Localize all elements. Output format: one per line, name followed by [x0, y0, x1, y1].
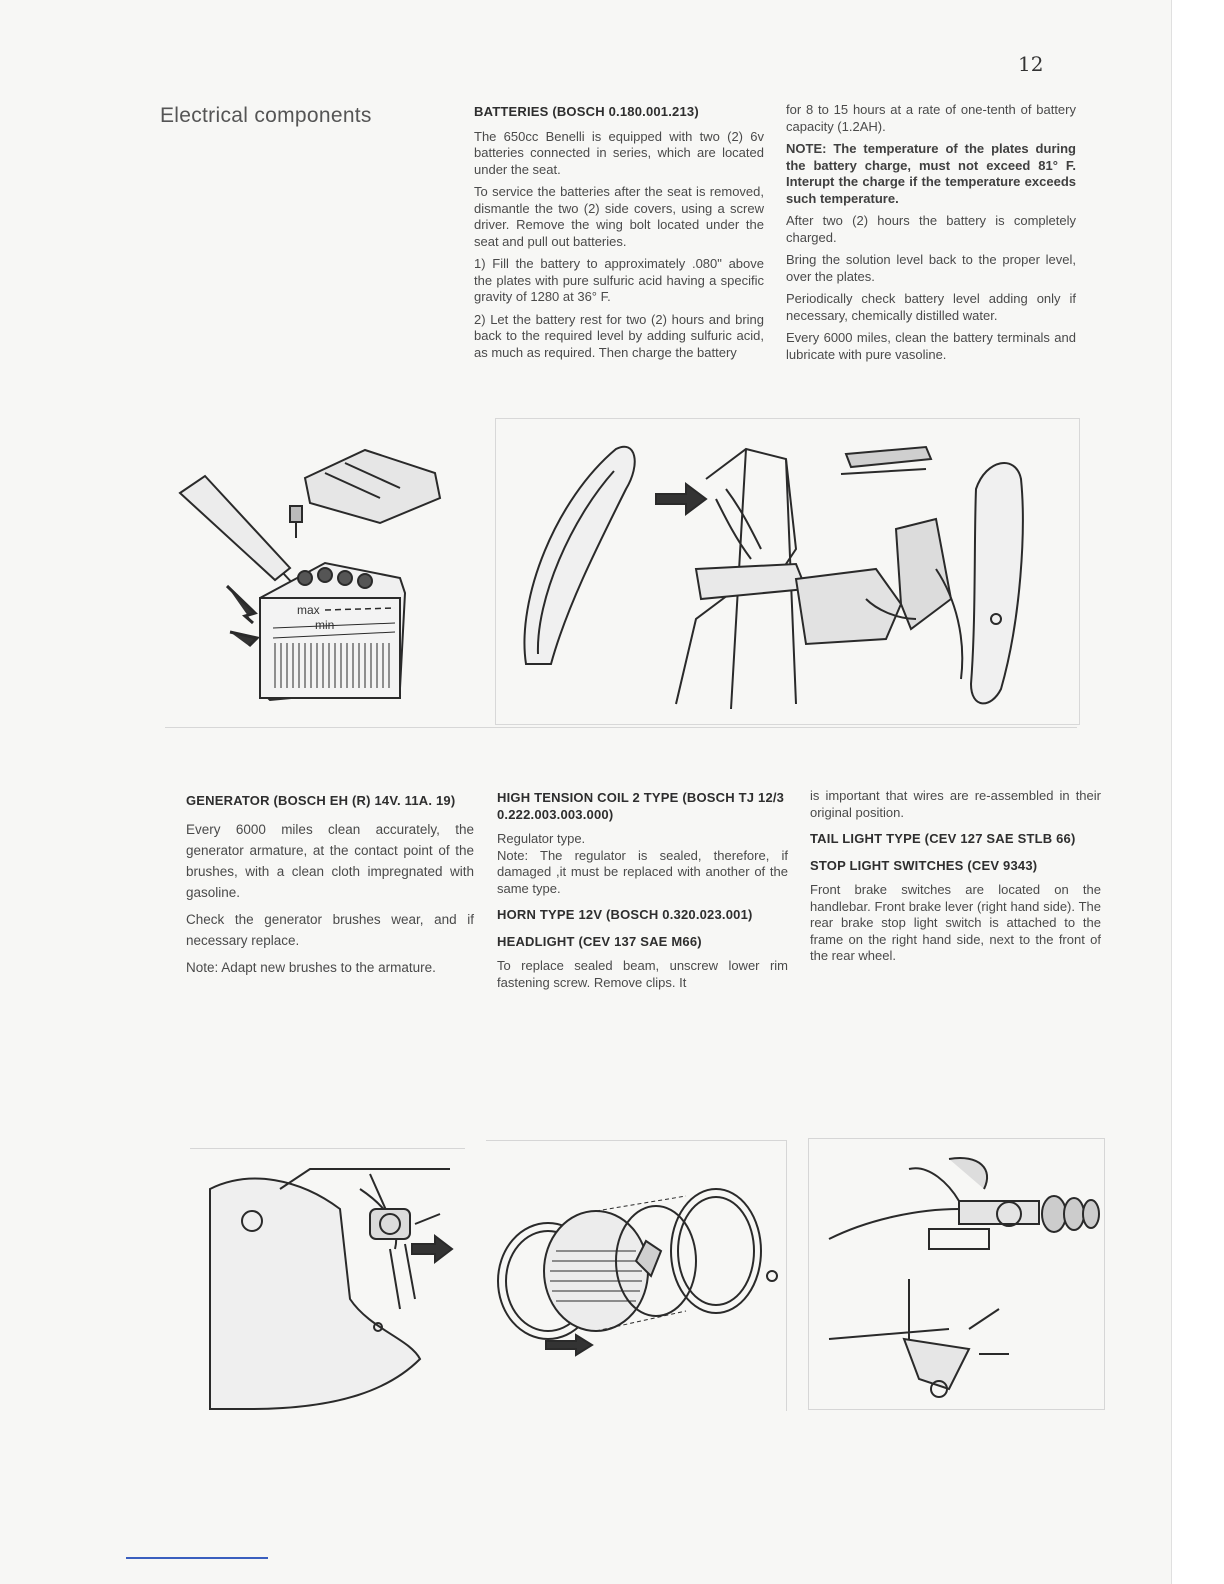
- headlight-heading: HEADLIGHT (CEV 137 SAE M66): [497, 933, 702, 949]
- generator-heading: GENERATOR (BOSCH EH (R) 14V. 11A. 19): [186, 793, 456, 808]
- generator-column: [186, 790, 474, 984]
- scan-rule: [165, 727, 1077, 728]
- batteries-para-5: for 8 to 15 hours at a rate of one-tenth of battery capacity (1.2AH).: [786, 102, 1076, 134]
- battery-illustration: [165, 418, 465, 728]
- stop-light-para-1: Front brake switches are located on the handlebar. Front brake lever (right hand side). The rear brake stop light switch is attached to the frame on the right hand side, next to the front of the rear wheel.: [810, 882, 1101, 963]
- batteries-column-2: [786, 102, 1076, 369]
- batteries-para-6: After two (2) hours the battery is completely charged.: [786, 213, 1076, 245]
- page-edge: [1171, 0, 1224, 1584]
- coil-heading: HIGH TENSION COIL 2 TYPE (BOSCH TJ 12/3 0.222.003.003.000): [497, 790, 785, 822]
- brake-switch-illustration: [808, 1138, 1105, 1410]
- headlight-para-2: is important that wires are re-assembled in their original position.: [810, 788, 1101, 820]
- batteries-para-8: Periodically check battery level adding only if necessary, chemically distilled water.: [786, 291, 1076, 323]
- generator-para-3: Note: Adapt new brushes to the armature.: [186, 960, 436, 975]
- tail-light-heading: TAIL LIGHT TYPE (CEV 127 SAE STLB 66): [810, 831, 1076, 846]
- section-title: Electrical components: [160, 104, 372, 127]
- generator-para-2: Check the generator brushes wear, and if necessary replace.: [186, 912, 474, 948]
- batteries-column-1: [474, 104, 764, 367]
- coil-para-1: Regulator type.: [497, 831, 586, 846]
- headlight-para-1: To replace sealed beam, unscrew lower rim fastening screw. Remove clips. It: [497, 958, 788, 990]
- battery-min-label: min: [315, 618, 335, 632]
- headlight-illustration: [486, 1140, 787, 1411]
- batteries-para-3: 1) Fill the battery to approximately .080" above the plates with pure sulfuric acid having a specific gravity of 1280 at 36° F.: [474, 256, 764, 304]
- footer-link-underline: [126, 1557, 268, 1559]
- stop-light-heading: STOP LIGHT SWITCHES (CEV 9343): [810, 857, 1038, 873]
- batteries-para-7: Bring the solution level back to the proper level, over the plates.: [786, 252, 1076, 284]
- coil-column: [497, 790, 788, 997]
- batteries-para-2: To service the batteries after the seat is removed, dismantle the two (2) side covers, using a screw driver. Remove the wing bolt located under the seat and pull out batteries.: [474, 184, 764, 249]
- generator-para-1: Every 6000 miles clean accurately, the generator armature, at the contact point of the brushes, with a clean cloth impregnated with gasoline.: [186, 822, 474, 900]
- lights-column: [810, 788, 1101, 971]
- frame-battery-illustration: [495, 418, 1080, 725]
- batteries-heading: BATTERIES (BOSCH 0.180.001.213): [474, 104, 699, 119]
- batteries-note: NOTE: The temperature of the plates during the battery charge, must not exceed 81° F. Interupt the charge if the temperature exceeds such temperature.: [786, 141, 1076, 206]
- batteries-para-9: Every 6000 miles, clean the battery terminals and lubricate with pure vasoline.: [786, 330, 1076, 362]
- coil-para-2: Note: The regulator is sealed, therefore, if damaged ,it must be replaced with another of the same type.: [497, 847, 788, 896]
- batteries-para-4: 2) Let the battery rest for two (2) hours and bring back to the required level by adding sulfuric acid, as much as required. Then charge the battery: [474, 311, 764, 360]
- page-number: 12: [1018, 52, 1044, 76]
- battery-max-label: max: [297, 603, 320, 617]
- generator-illustration: [190, 1148, 465, 1419]
- horn-heading: HORN TYPE 12V (BOSCH 0.320.023.001): [497, 907, 753, 922]
- batteries-para-1: The 650cc Benelli is equipped with two (2) 6v batteries connected in series, which are located under the seat.: [474, 128, 764, 177]
